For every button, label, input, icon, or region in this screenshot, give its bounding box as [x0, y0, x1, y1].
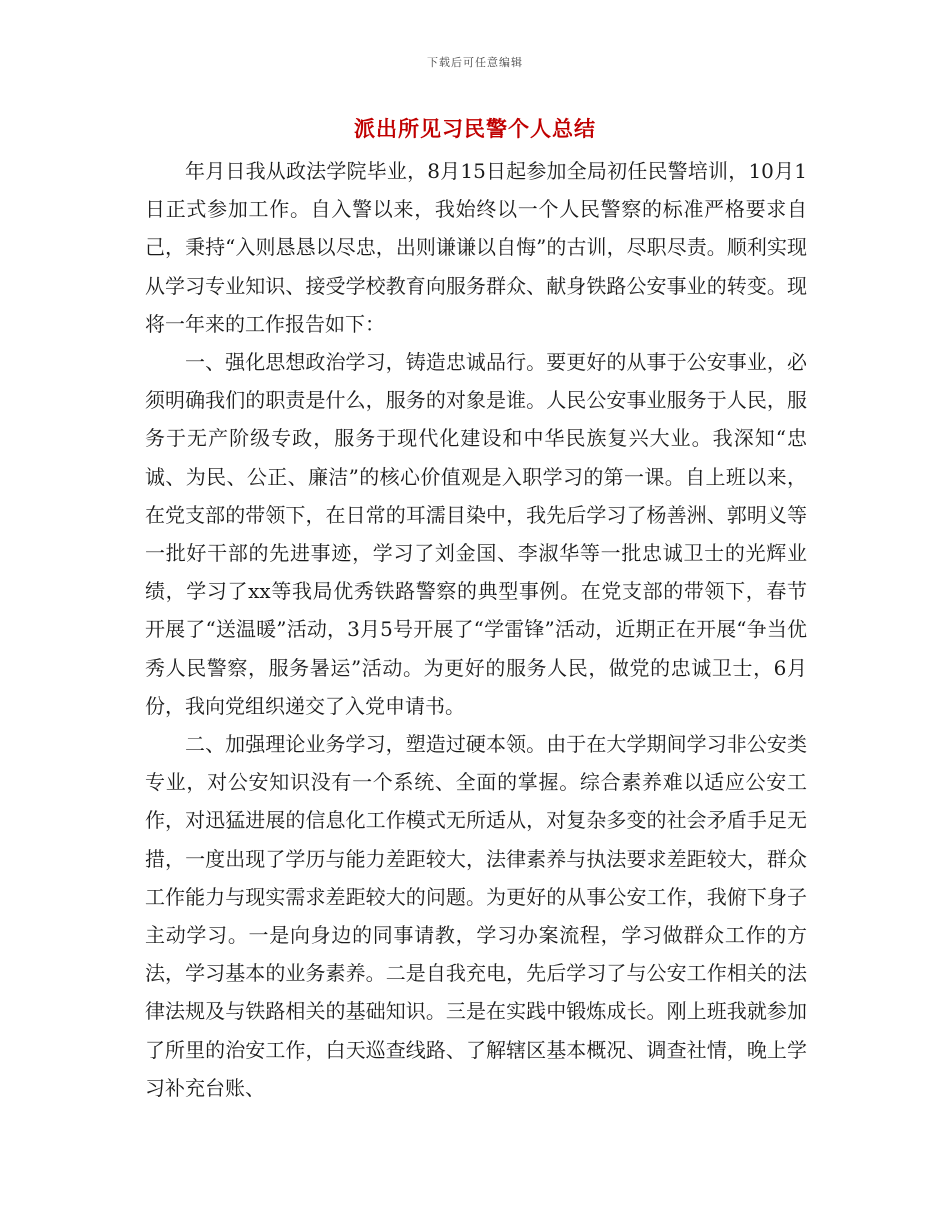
header-note: 下载后可任意编辑 — [427, 56, 523, 69]
paragraph-section-1: 一、强化思想政治学习，铸造忠诚品行。要更好的从事于公安事业，必须明确我们的职责是什么，服务的对象是谁。人民公安事业服务于人民，服务于无产阶级专政，服务于现代化建设和中华民族复兴大业。我深知“忠诚、为民、公正、廉洁”的核心价值观是入职学习的第一课。自上班以来，在党支部的带领下，在日常的耳濡目染中，我先后学习了杨善洲、郭明义等一批好干部的先进事迹，学习了刘金国、李淑华等一批忠诚卫士的光辉业绩，学习了xx等我局优秀铁路警察的典型事例。在党支部的带领下，春节开展了“送温暖”活动，3月5号开展了“学雷锋”活动，近期正在开展“争当优秀人民警察，服务暑运”活动。为更好的服务人民，做党的忠诚卫士，6月份，我向党组织递交了入党申请书。 — [145, 350, 807, 718]
paragraph-intro: 年月日我从政法学院毕业，8月15日起参加全局初任民警培训，10月1日正式参加工作。自入警以来，我始终以一个人民警察的标准严格要求自己，秉持“入则恳恳以尽忠，出则谦谦以自悔”的古训，尽职尽责。顺利实现从学习专业知识、接受学校教育向服务群众、献身铁路公安事业的转变。现将一年来的工作报告如下： — [145, 159, 807, 336]
document-title: 派出所见习民警个人总结 — [354, 116, 596, 141]
document-body — [145, 152, 807, 1107]
paragraph-section-2: 二、加强理论业务学习，塑造过硬本领。由于在大学期间学习非公安类专业，对公安知识没有一个系统、全面的掌握。综合素养难以适应公安工作，对迅猛进展的信息化工作模式无所适从，对复杂多变的社会矛盾手足无措，一度出现了学历与能力差距较大，法律素养与执法要求差距较大，群众工作能力与现实需求差距较大的问题。为更好的从事公安工作，我俯下身子主动学习。一是向身边的同事请教，学习办案流程，学习做群众工作的方法，学习基本的业务素养。二是自我充电，先后学习了与公安工作相关的法律法规及与铁路相关的基础知识。三是在实践中锻炼成长。刚上班我就参加了所里的治安工作，白天巡查线路、了解辖区基本概况、调查社情，晚上学习补充台账、 — [145, 732, 807, 1100]
